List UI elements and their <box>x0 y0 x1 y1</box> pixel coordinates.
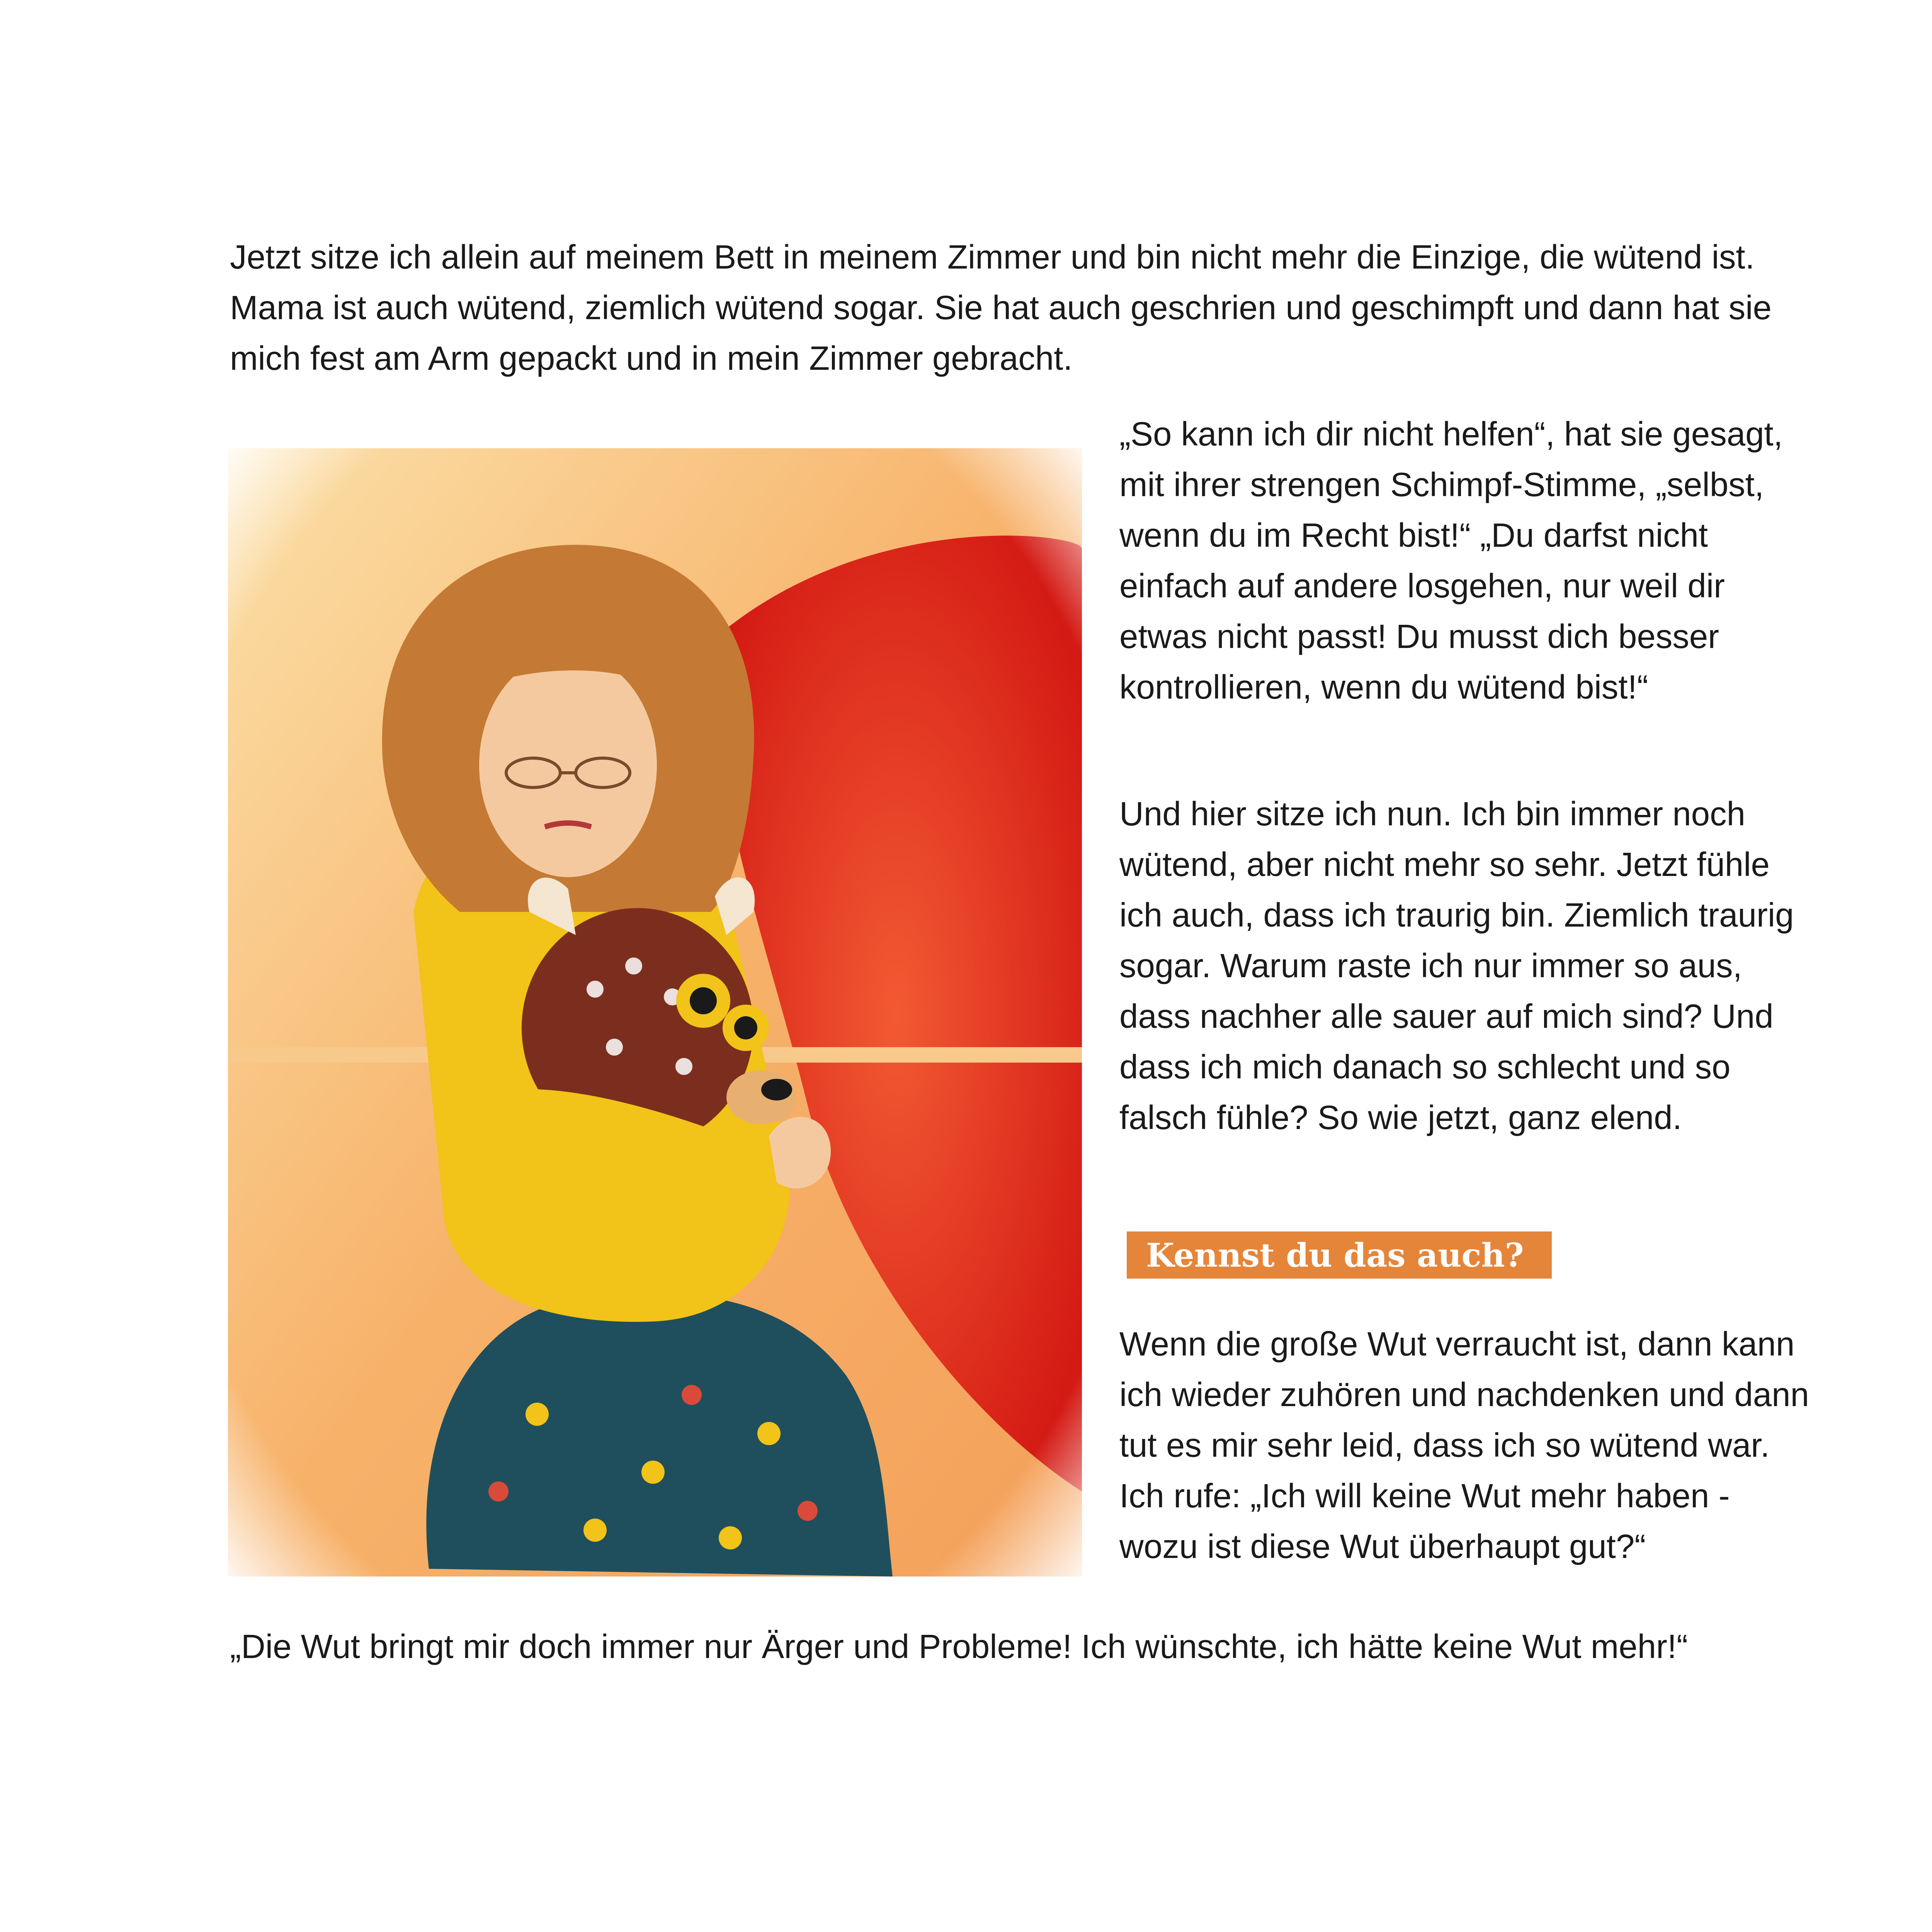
intro-paragraph: Jetzt sitze ich allein auf meinem Bett in meinem Zimmer und bin nicht mehr die Einzige, die wütend ist. Mama ist auch wütend, ziemlich wütend sogar. Sie hat auch geschrien und geschimpft und dann hat sie mich fest am Arm gepackt und in mein Zimmer gebracht. <box>230 238 1772 377</box>
girl-with-plush-illustration <box>228 448 1082 1577</box>
closing-paragraph: „Die Wut bringt mir doch immer nur Ärger und Probleme! Ich wünschte, ich hätte keine Wut mehr!“ <box>230 1628 1688 1665</box>
callout-label: Kennst du das auch? <box>1146 1236 1524 1274</box>
feelings-paragraph: Und hier sitze ich nun. Ich bin immer noch wütend, aber nicht mehr so sehr. Jetzt fühle ich auch, dass ich traurig bin. Ziemlich traurig sogar. Warum raste ich nur immer so aus, dass nachher alle sauer auf mich sind? Und dass ich mich danach so schlecht und so falsch fühle? So wie jetzt, ganz elend. <box>1119 795 1794 1136</box>
mother-quote-paragraph: „So kann ich dir nicht helfen“, hat sie gesagt, mit ihrer strengen Schimpf-Stimme, „selbst, wenn du im Recht bist!“ „Du darfst nicht einfach auf andere losgehen, nur weil dir etwas nicht passt! Du musst dich besser kontrollieren, wenn du wütend bist!“ <box>1119 415 1783 706</box>
reflection-paragraph: Wenn die große Wut verraucht ist, dann kann ich wieder zuhören und nachdenken und dann tut es mir sehr leid, dass ich so wütend war. Ich rufe: „Ich will keine Wut mehr haben - wozu ist diese Wut überhaupt gut?“ <box>1119 1325 1809 1565</box>
callout-badge <box>1127 1231 1552 1279</box>
